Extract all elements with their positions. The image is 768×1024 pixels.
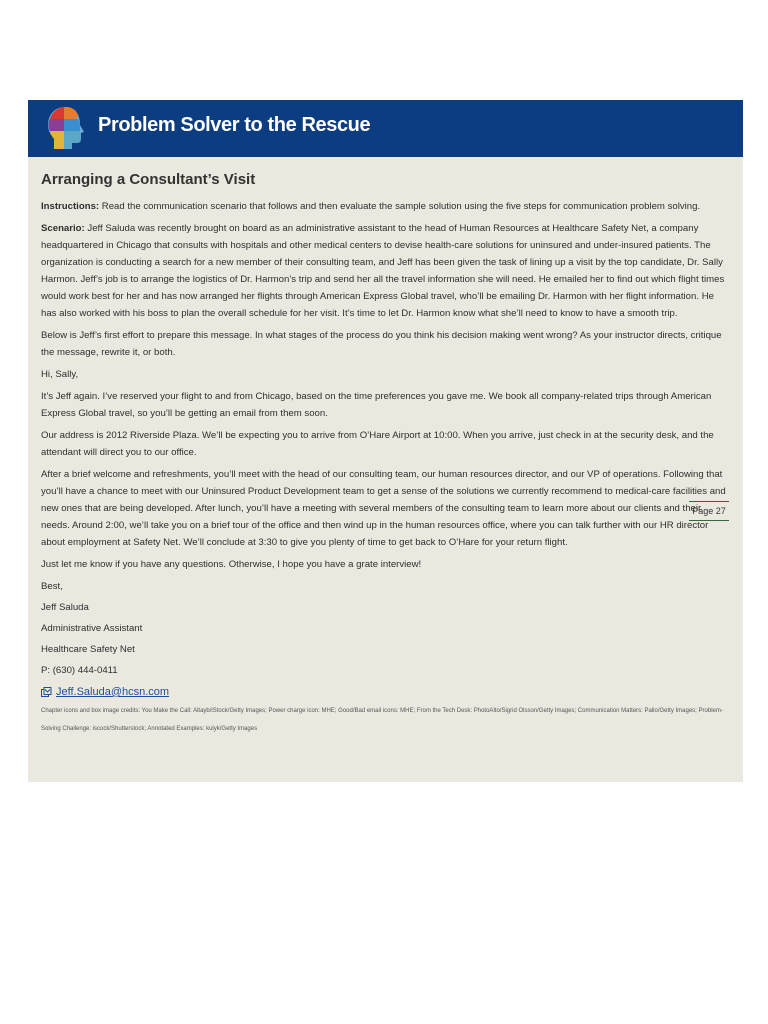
document-body	[41, 170, 731, 738]
instructions-text: Read the communication scenario that follows and then evaluate the sample solution using the five steps for communication problem solving.	[99, 201, 701, 212]
banner	[28, 100, 743, 157]
letter-paragraph-2: Our address is 2012 Riverside Plaza. We’ll be expecting you to arrive from O’Hare Airport at 10:00. When you arrive, just check in at the security desk, and the attendant will direct you to our office.	[41, 430, 714, 458]
letter-paragraph-1: It’s Jeff again. I’ve reserved your flight to and from Chicago, based on the time preferences you gave me. We book all company-related trips through American Express Global travel, so you’ll be getting an email from them soon.	[41, 391, 712, 419]
instructions-label: Instructions:	[41, 201, 100, 212]
letter-greeting: Hi, Sally,	[41, 369, 79, 380]
signature-email-line	[41, 684, 731, 700]
banner-title: Problem Solver to the Rescue	[98, 114, 371, 136]
letter-paragraph-3: After a brief welcome and refreshments, you’ll meet with the head of our consulting team, our human resources director, and our VP of operations. Following that you’ll have a chance to meet with our Uninsured Product Development team to get a sense of the solutions we currently recommend to medical-care facilities and new ones that are being developed. After lunch, you’ll have a meeting with several members of the consulting team to learn more about our clients and their needs. Around 2:00, we’ll take you on a brief tour of the office and then wind up in the human resources office, where you can talk further with our HR director about employment at Safety Net. We’ll conclude at 3:30 to give you plenty of time to get back to O’Hare for your return flight.	[41, 469, 726, 548]
email-icon	[41, 687, 52, 698]
page-title: Arranging a Consultant’s Visit	[41, 171, 256, 188]
letter-paragraph-4: Just let me know if you have any questions. Otherwise, I hope you have a grate interview!	[41, 559, 422, 570]
signature-email-link[interactable]: Jeff.Saluda@hcsn.com	[56, 686, 170, 698]
puzzle-head-logo-icon	[46, 105, 86, 151]
page-number-badge: Page 27	[689, 501, 729, 521]
signature-phone: P: (630) 444-0411	[41, 665, 118, 676]
letter-closing: Best,	[41, 581, 63, 592]
document-card	[28, 100, 743, 782]
instructions-paragraph	[41, 198, 731, 215]
intro-paragraph: Below is Jeff’s first effort to prepare this message. In what stages of the process do you think his decision making went wrong? As your instructor directs, critique the message, rewrite it, or both.	[41, 330, 722, 358]
image-credits: Chapter icons and box image credits: You Make the Call: Altayb/iStock/Getty Images; Power charge icon: MHE; Good/Bad email icons: MHE; From the Tech Desk: PhotoAlto/Sigrid Olsson/Getty Images; Communication Matters: Pallo/Getty Images; Problem-Solving Challenge: iscock/Shutterstock; Annotated Examples: kulyk/Getty Images	[41, 708, 723, 732]
signature-company: Healthcare Safety Net	[41, 644, 135, 655]
signature-name: Jeff Saluda	[41, 602, 89, 613]
scenario-text: Jeff Saluda was recently brought on board as an administrative assistant to the head of Human Resources at Healthcare Safety Net, a company headquartered in Chicago that consults with hospitals and other medical centers to devise health-care solutions for uninsured and under-insured patients. The organization is conducting a search for a new member of their consulting team, and Jeff has been given the task of lining up a visit by the top candidate, Dr. Sally Harmon. Jeff’s job is to arrange the logistics of Dr. Harmon’s trip and send her all the travel information she will need. He emailed her to find out which flight times would work best for her and has now arranged her flights through American Express Global travel, who’ll be emailing Dr. Harmon with her flight information. He has also worked with his boss to plan the overall schedule for her visit. It’s time to let Dr. Harmon know what she’ll need to know to have a smooth trip.	[41, 223, 725, 319]
signature-title: Administrative Assistant	[41, 623, 143, 634]
scenario-paragraph	[41, 220, 731, 322]
scenario-label: Scenario:	[41, 223, 85, 234]
